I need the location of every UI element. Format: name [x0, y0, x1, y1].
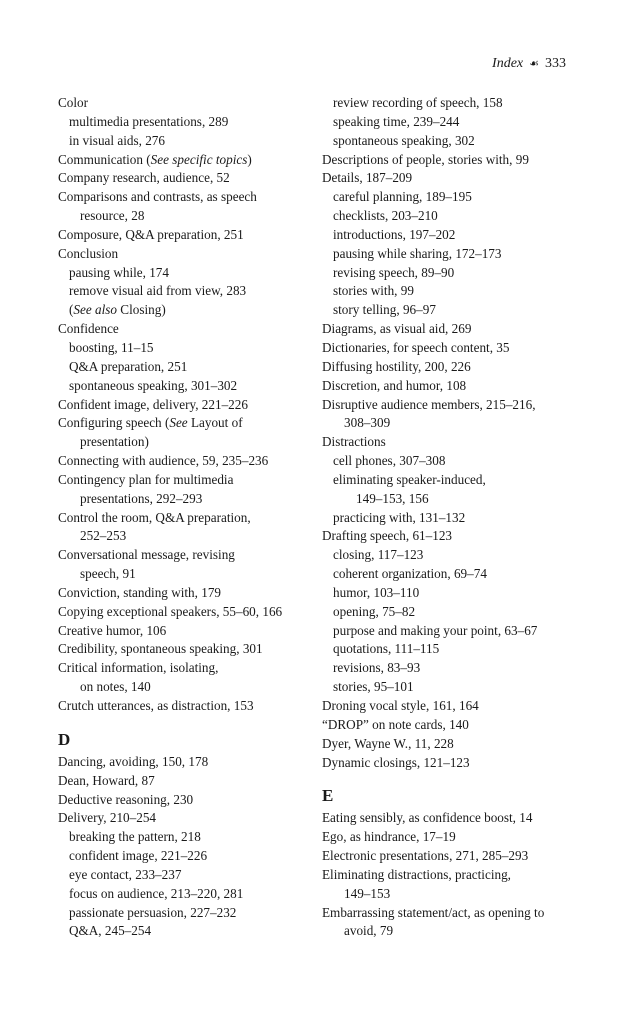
index-subentry: speech, 91 — [80, 566, 136, 582]
index-entry: Control the room, Q&A preparation, — [58, 509, 251, 525]
index-subentry: 149–153 — [344, 885, 391, 901]
index-entry: Details, 187–209 — [322, 170, 413, 186]
index-entry: Discretion, and humor, 108 — [322, 377, 467, 393]
index-entry: Ego, as hindrance, 17–19 — [322, 829, 456, 845]
index-subentry: careful planning, 189–195 — [333, 189, 472, 205]
index-entry: Comparisons and contrasts, as speech — [58, 189, 257, 205]
index-subentry: review recording of speech, 158 — [333, 95, 503, 110]
index-subentry: stories, 95–101 — [333, 679, 414, 695]
index-subentry: eye contact, 233–237 — [69, 866, 182, 882]
index-subentry: breaking the pattern, 218 — [69, 829, 201, 845]
index-entry: Descriptions of people, stories with, 99 — [322, 151, 529, 167]
index-subentry: checklists, 203–210 — [333, 208, 438, 224]
index-subentry: purpose and making your point, 63–67 — [333, 622, 538, 638]
index-entry: Contingency plan for multimedia — [58, 471, 234, 487]
index-subentry: speaking time, 239–244 — [333, 113, 460, 129]
index-subentry: spontaneous speaking, 301–302 — [69, 377, 238, 393]
index-entry: Configuring speech (See Layout of — [58, 415, 243, 431]
index-entry: Connecting with audience, 59, 235–236 — [58, 453, 269, 469]
index-entry: Confidence — [58, 321, 119, 337]
index-subentry: focus on audience, 213–220, 281 — [69, 885, 244, 901]
index-letter-heading: D — [58, 729, 71, 749]
index-subentry: on notes, 140 — [80, 679, 151, 695]
index-subentry: (See also Closing) — [69, 302, 166, 318]
fleuron-icon: ☙ — [529, 58, 539, 70]
index-entry: Color — [58, 95, 89, 110]
index-entry: Electronic presentations, 271, 285–293 — [322, 848, 529, 864]
index-subentry: Q&A, 245–254 — [69, 923, 152, 939]
index-subentry: remove visual aid from view, 283 — [69, 283, 247, 299]
index-entry: Credibility, spontaneous speaking, 301 — [58, 641, 263, 657]
index-entry: Disruptive audience members, 215–216, — [322, 396, 536, 412]
section-title: Index — [492, 56, 524, 71]
index-subentry: resource, 28 — [80, 208, 145, 224]
index-entry: Company research, audience, 52 — [58, 170, 230, 186]
index-subentry: closing, 117–123 — [333, 547, 424, 563]
index-subentry: boosting, 11–15 — [69, 339, 154, 355]
index-entry: Conclusion — [58, 245, 119, 261]
index-subentry: presentation) — [80, 434, 149, 450]
index-subentry: pausing while, 174 — [69, 264, 169, 280]
index-subentry: avoid, 79 — [344, 923, 394, 939]
index-subentry: practicing with, 131–132 — [333, 509, 466, 525]
index-subentry: in visual aids, 276 — [69, 132, 165, 148]
index-entry: Deductive reasoning, 230 — [58, 791, 194, 807]
index-subentry: introductions, 197–202 — [333, 226, 456, 242]
index-entry: Embarrassing statement/act, as opening to — [322, 904, 545, 920]
index-subentry: pausing while sharing, 172–173 — [333, 245, 502, 261]
index-subentry: humor, 103–110 — [333, 584, 420, 600]
index-entry: Communication (See specific topics) — [58, 151, 252, 167]
index-entry: Critical information, isolating, — [58, 660, 219, 676]
index-entry: Diagrams, as visual aid, 269 — [322, 321, 472, 337]
index-subentry: opening, 75–82 — [333, 603, 416, 619]
index-subentry: spontaneous speaking, 302 — [333, 132, 475, 148]
page-number: 333 — [545, 56, 566, 71]
index-entry: Eating sensibly, as confidence boost, 14 — [322, 810, 533, 826]
index-subentry: revising speech, 89–90 — [333, 264, 455, 280]
index-entry: Diffusing hostility, 200, 226 — [322, 358, 471, 374]
index-entry: Conversational message, revising — [58, 547, 235, 563]
index-entry: Copying exceptional speakers, 55–60, 166 — [58, 603, 283, 619]
index-subentry: cell phones, 307–308 — [333, 453, 446, 469]
index-subentry: 252–253 — [80, 528, 127, 544]
index-subentry: multimedia presentations, 289 — [69, 113, 229, 129]
index-entry: Creative humor, 106 — [58, 622, 167, 638]
index-entry: Confident image, delivery, 221–226 — [58, 396, 248, 412]
index-letter-heading: E — [322, 786, 334, 806]
index-entry: Crutch utterances, as distraction, 153 — [58, 698, 254, 713]
index-entry: Dynamic closings, 121–123 — [322, 754, 470, 770]
index-entry: Conviction, standing with, 179 — [58, 584, 222, 600]
index-subentry: presentations, 292–293 — [80, 490, 203, 506]
running-header — [492, 56, 566, 72]
index-subentry: revisions, 83–93 — [333, 660, 421, 676]
index-subentry: Q&A preparation, 251 — [69, 358, 188, 374]
index-entry: Eliminating distractions, practicing, — [322, 866, 511, 882]
index-entry: Dyer, Wayne W., 11, 228 — [322, 735, 454, 751]
index-entry: Dancing, avoiding, 150, 178 — [58, 753, 209, 769]
index-column-right — [322, 94, 572, 941]
index-subentry: 149–153, 156 — [356, 490, 429, 506]
index-entry: Drafting speech, 61–123 — [322, 528, 453, 544]
index-subentry: story telling, 96–97 — [333, 302, 436, 318]
index-entry: Dictionaries, for speech content, 35 — [322, 339, 510, 355]
index-subentry: passionate persuasion, 227–232 — [69, 904, 237, 920]
index-entry: Droning vocal style, 161, 164 — [322, 698, 479, 713]
index-subentry: confident image, 221–226 — [69, 848, 208, 864]
index-subentry: coherent organization, 69–74 — [333, 566, 487, 582]
index-entry: “DROP” on note cards, 140 — [322, 716, 469, 732]
index-subentry: eliminating speaker-induced, — [333, 471, 486, 487]
index-subentry: 308–309 — [344, 415, 391, 431]
index-column-left — [58, 94, 308, 941]
index-subentry: quotations, 111–115 — [333, 641, 440, 657]
index-entry: Composure, Q&A preparation, 251 — [58, 226, 244, 242]
index-subentry: stories with, 99 — [333, 283, 414, 299]
index-entry: Delivery, 210–254 — [58, 810, 157, 826]
index-entry: Distractions — [322, 434, 386, 450]
index-entry: Dean, Howard, 87 — [58, 772, 155, 788]
